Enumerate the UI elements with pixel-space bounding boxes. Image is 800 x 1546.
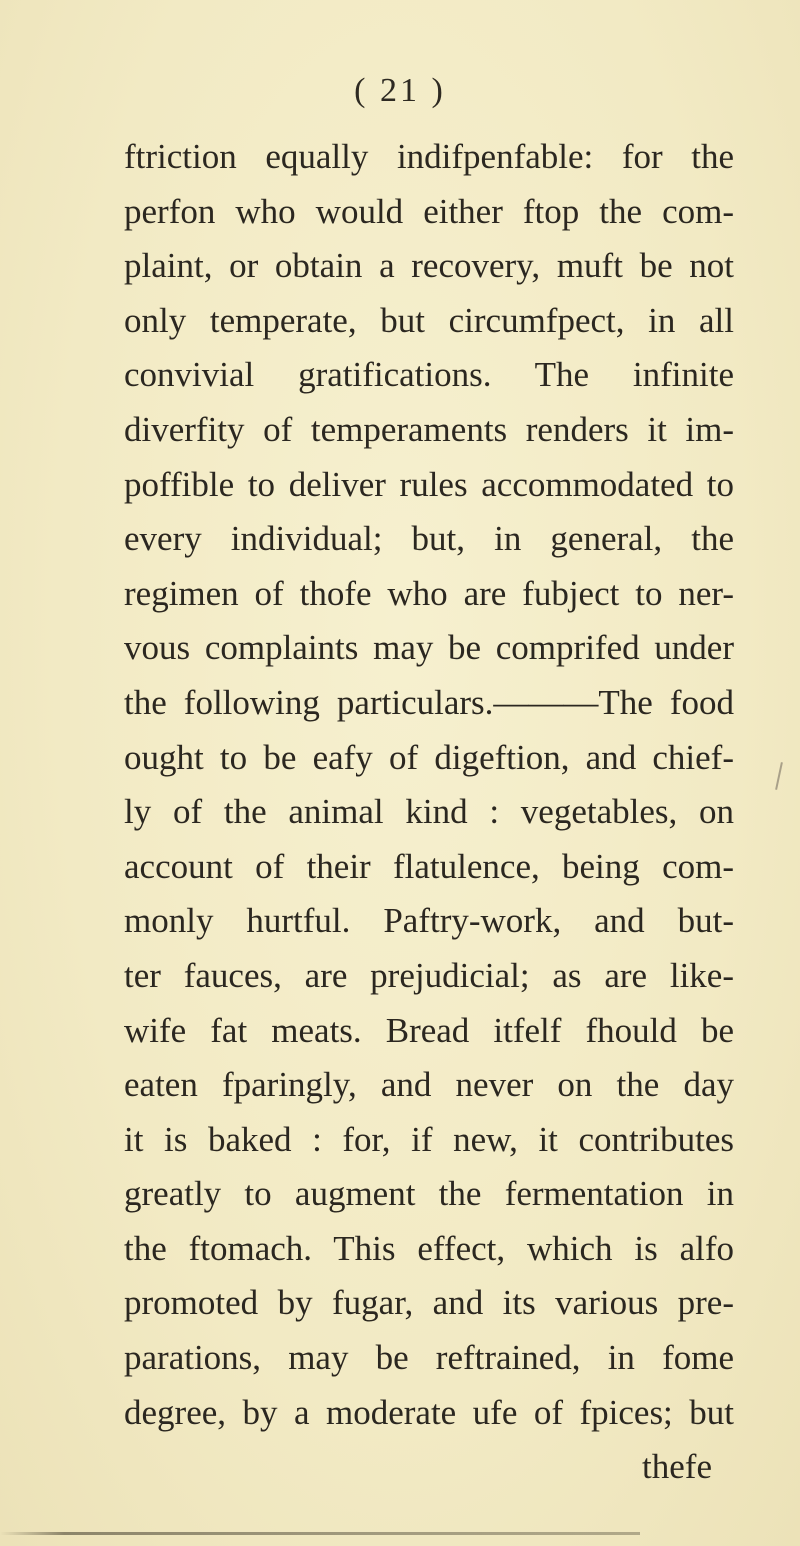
text-line: every individual; but, in general, the (124, 519, 734, 559)
text-line: regimen of thofe who are fubject to ner- (124, 573, 734, 613)
text-line: it is baked : for, if new, it contributes (124, 1119, 734, 1159)
text-line: the ftomach. This effect, which is alfo (124, 1228, 734, 1268)
text-line: plaint, or obtain a recovery, muft be not (124, 246, 734, 286)
text-line: ought to be eafy of digeftion, and chief- (124, 737, 734, 777)
page-number: ( 21 ) (354, 72, 446, 109)
text-line: greatly to augment the fermentation in (124, 1174, 734, 1214)
text-line: only temperate, but circumfpect, in all (124, 300, 734, 340)
text-line: account of their flatulence, being com- (124, 846, 734, 886)
text-line: eaten fparingly, and never on the day (124, 1065, 734, 1105)
text-line: monly hurtful. Paftry-work, and but- (124, 901, 734, 941)
text-line: degree, by a moderate ufe of fpices; but (124, 1392, 734, 1432)
text-line: wife fat meats. Bread itfelf fhould be (124, 1010, 734, 1050)
text-line: poffible to deliver rules accommodated to (124, 464, 734, 504)
text-line: perfon who would either ftop the com- (124, 191, 734, 231)
catchword: thefe (642, 1447, 712, 1487)
page-edge-shadow (0, 1532, 640, 1535)
text-line: ftriction equally indifpenfable: for the (124, 137, 734, 176)
text-line: convivial gratifications. The infinite (124, 355, 734, 395)
text-line: vous complaints may be comprifed under (124, 628, 734, 668)
text-line: the following particulars.———The food (124, 682, 734, 722)
margin-mark (775, 762, 783, 790)
body-text (124, 130, 734, 1495)
text-line: ly of the animal kind : vegetables, on (124, 792, 734, 832)
text-line: diverfity of temperaments renders it im- (124, 409, 734, 449)
text-line: parations, may be reftrained, in fome (124, 1338, 734, 1378)
text-line: ter fauces, are prejudicial; as are like- (124, 955, 734, 995)
text-line: promoted by fugar, and its various pre- (124, 1283, 734, 1323)
